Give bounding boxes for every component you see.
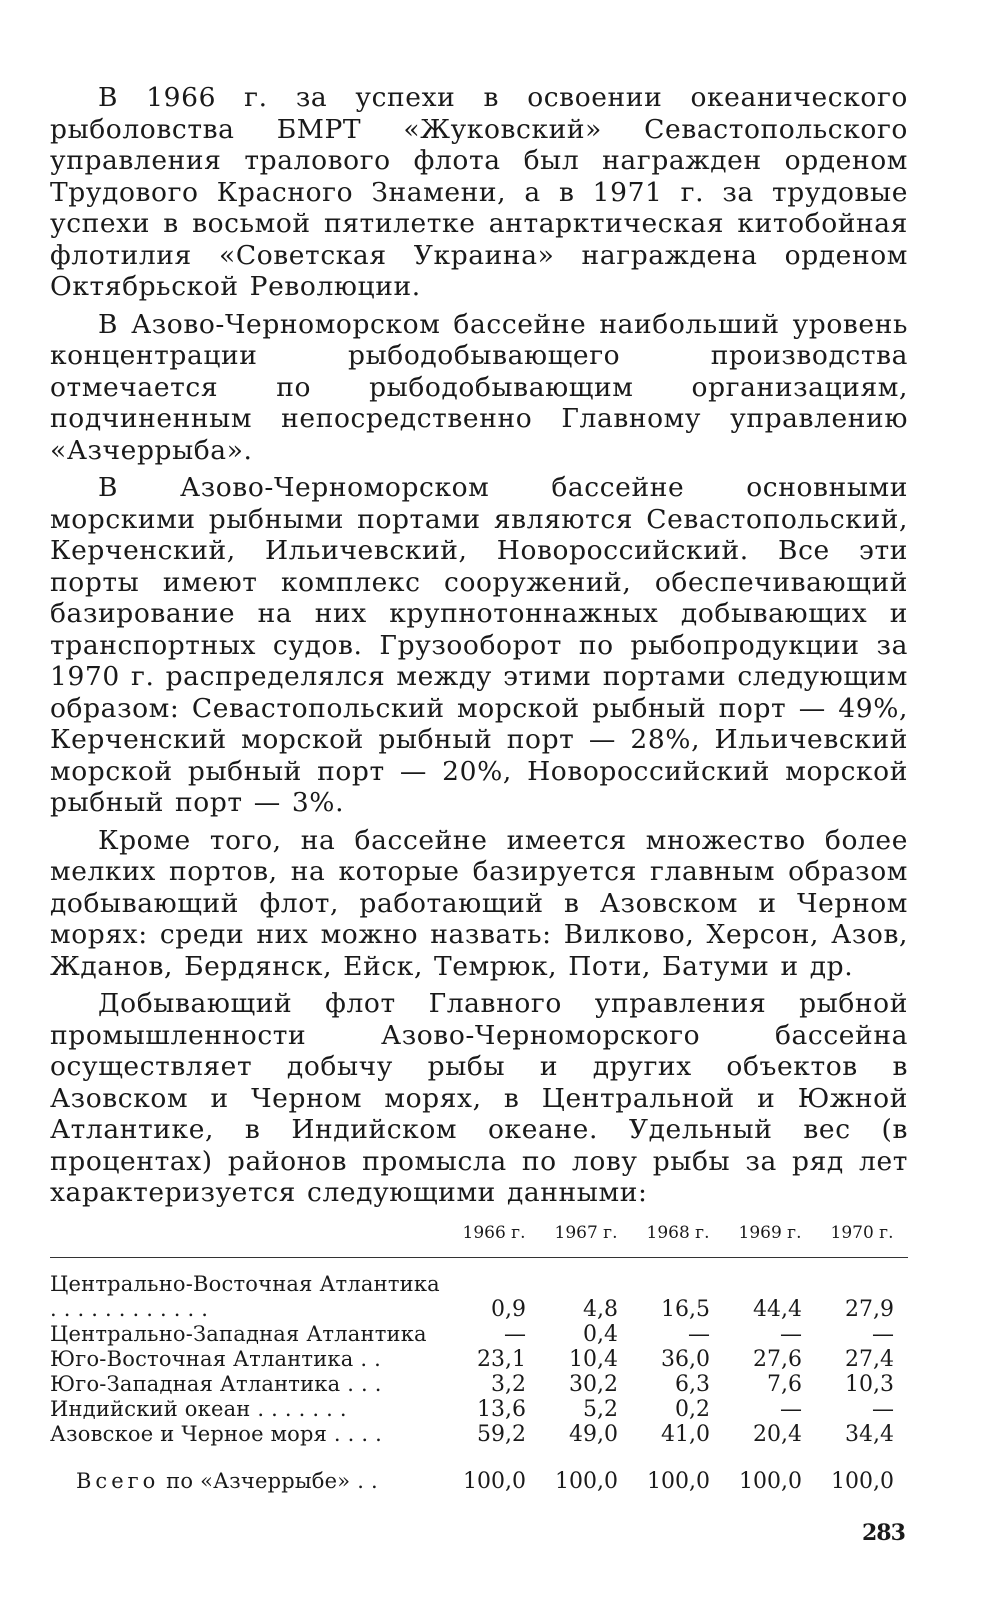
table-row [50, 1372, 908, 1397]
table-cell: 59,2 [477, 1421, 526, 1447]
total-label [50, 1447, 448, 1494]
paragraph-1: В 1966 г. за успехи в освоении океанического рыболовства БМРТ «Жуковский» Севастопольского управления тралового флота был награжден орденом Трудового Красного Знамени, а в 1971 г. за трудовые успехи в восьмой пятилетке антарктическая китобойная флотилия «Советская Украина» награждена орденом Октябрьской Революции. [50, 82, 908, 302]
header-year: 1967 г. [540, 1223, 632, 1258]
total-label-rest: по «Азчеррыбе» . . [166, 1468, 378, 1493]
table-row [50, 1257, 908, 1322]
table-cell: 41,0 [661, 1421, 710, 1447]
header-year: 1968 г. [632, 1223, 724, 1258]
row-label: Центрально-Западная Атлантика [50, 1321, 427, 1346]
table-cell: 23,1 [477, 1346, 526, 1372]
table-cell: — [872, 1321, 894, 1347]
row-label: Юго-Восточная Атлантика . . [50, 1346, 381, 1371]
paragraph-2: В Азово-Черноморском бассейне наибольший уровень концентрации рыбодобывающего производства отмечается по рыбодобывающим организациям, подчиненным непосредственно Главному управлению «Азчеррыба». [50, 308, 908, 466]
table-cell: 0,9 [491, 1296, 526, 1322]
total-cell: 100,0 [463, 1468, 526, 1494]
table-cell: 27,6 [753, 1346, 802, 1372]
row-label: Азовское и Черное моря . . . . [50, 1421, 383, 1446]
table-cell: 3,2 [491, 1371, 526, 1397]
table-row [50, 1347, 908, 1372]
header-year: 1966 г. [448, 1223, 540, 1258]
table-cell: 16,5 [661, 1296, 710, 1322]
table-cell: 34,4 [845, 1421, 894, 1447]
row-label: Центрально-Восточная Атлантика . . . . . . . . . . . . [50, 1271, 440, 1321]
row-label: Юго-Западная Атлантика . . . [50, 1371, 382, 1396]
total-cell: 100,0 [647, 1468, 710, 1494]
table-cell: 36,0 [661, 1346, 710, 1372]
table-cell: 0,2 [675, 1396, 710, 1422]
table-row [50, 1397, 908, 1422]
document-page [50, 82, 908, 1494]
table-cell: — [780, 1396, 802, 1422]
table-cell: 4,8 [583, 1296, 618, 1322]
row-label: Индийский океан . . . . . . . [50, 1396, 347, 1421]
paragraph-5: Добывающий флот Главного управления рыбной промышленности Азово-Черноморского бассейна осуществляет добычу рыбы и других объектов в Азовском и Черном морях, в Центральной и Южной Атлантике, в Индийском океане. Удельный вес (в процентах) районов промысла по лову рыбы за ряд лет характеризуется следующими данными: [50, 988, 908, 1208]
table-cell: — [780, 1321, 802, 1347]
total-cell: 100,0 [555, 1468, 618, 1494]
table-cell: 20,4 [753, 1421, 802, 1447]
table-header-row [50, 1223, 908, 1258]
header-blank [50, 1223, 448, 1258]
table-cell: 49,0 [569, 1421, 618, 1447]
header-year: 1970 г. [816, 1223, 908, 1258]
table-cell: 30,2 [569, 1371, 618, 1397]
table-cell: — [688, 1321, 710, 1347]
table-cell: 6,3 [675, 1371, 710, 1397]
table-cell: 13,6 [477, 1396, 526, 1422]
total-cell: 100,0 [831, 1468, 894, 1494]
total-label-spaced: Всего [76, 1468, 160, 1493]
table-cell: 27,9 [845, 1296, 894, 1322]
table-cell: 44,4 [753, 1296, 802, 1322]
table-row [50, 1422, 908, 1447]
table-cell: — [504, 1321, 526, 1347]
total-cell: 100,0 [739, 1468, 802, 1494]
table-cell: 0,4 [583, 1321, 618, 1347]
header-year: 1969 г. [724, 1223, 816, 1258]
table-row [50, 1322, 908, 1347]
fishing-regions-table [50, 1223, 908, 1494]
table-cell: 27,4 [845, 1346, 894, 1372]
table-cell: — [872, 1396, 894, 1422]
paragraph-3: В Азово-Черноморском бассейне основными морскими рыбными портами являются Севастопольский, Керченский, Ильичевский, Новороссийский. Все эти порты имеют комплекс сооружений, обеспечивающий базирование на них крупнотоннажных добывающих и транспортных судов. Грузооборот по рыбопродукции за 1970 г. распределялся между этими портами следующим образом: Севастопольский морской рыбный порт — 49%, Керченский морской рыбный порт — 28%, Ильичевский морской рыбный порт — 20%, Новороссийский морской рыбный порт — 3%. [50, 472, 908, 818]
table-cell: 7,6 [767, 1371, 802, 1397]
page-number: 283 [862, 1520, 905, 1546]
table-cell: 5,2 [583, 1396, 618, 1422]
table-total-row [50, 1447, 908, 1494]
table-cell: 10,3 [845, 1371, 894, 1397]
table-cell: 10,4 [569, 1346, 618, 1372]
paragraph-4: Кроме того, на бассейне имеется множество более мелких портов, на которые базируется главным образом добывающий флот, работающий в Азовском и Черном морях: среди них можно назвать: Вилково, Херсон, Азов, Жданов, Бердянск, Ейск, Темрюк, Поти, Батуми и др. [50, 824, 908, 982]
